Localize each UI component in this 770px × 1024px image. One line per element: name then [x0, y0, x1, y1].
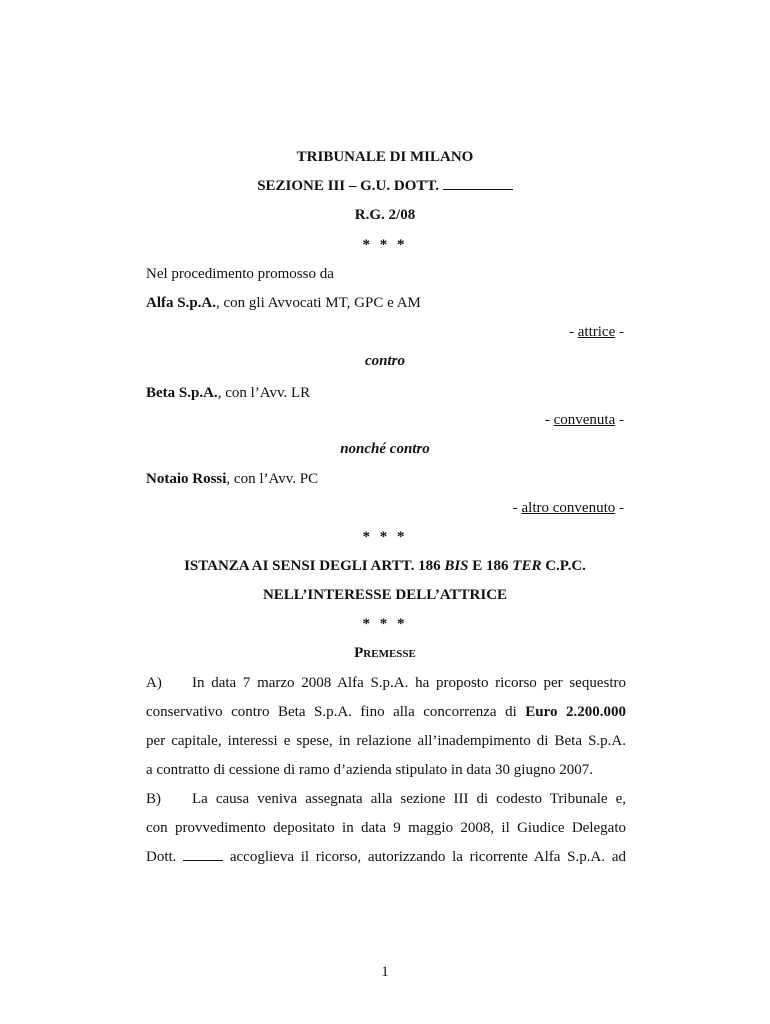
paragraph-text: La causa veniva assegnata alla sezione III di codesto Tribunale e,: [192, 791, 626, 807]
separator-2: * * *: [362, 529, 408, 545]
paragraph-text: accoglieva il ricorso, autorizzando la ricorrente Alfa S.p.A. ad: [223, 849, 626, 865]
paragraph-b-line-3: [146, 848, 626, 866]
plaintiff-role: [569, 323, 624, 341]
separator-1: * * *: [362, 237, 408, 253]
paragraph-b-marker: B): [146, 791, 161, 807]
plaintiff-line: [146, 294, 421, 312]
motion-title-bis: BIS: [444, 558, 469, 574]
paragraph-a-line-3: per capitale, interessi e spese, in relazione all’inadempimento di Beta S.p.A.: [146, 733, 626, 749]
defendant-name: Beta S.p.A.: [146, 385, 218, 401]
also-versus-label: nonché contro: [340, 441, 430, 457]
paragraph-text: In data 7 marzo 2008 Alfa S.p.A. ha proposto ricorso per sequestro: [192, 675, 626, 691]
paragraph-b-line-1: [146, 790, 626, 808]
motion-subtitle: NELL’INTERESSE DELL’ATTRICE: [262, 587, 508, 603]
section-text: SEZIONE III – G.U. DOTT.: [257, 178, 440, 194]
role-dash: -: [512, 500, 522, 516]
court-title: TRIBUNALE DI MILANO: [296, 149, 474, 165]
defendant-counsel: , con l’Avv. LR: [217, 385, 311, 401]
defendant-role: [545, 411, 624, 429]
other-defendant-counsel: , con l’Avv. PC: [226, 471, 319, 487]
amount-euro: Euro 2.200.000: [525, 704, 626, 720]
judge-name-blank: [443, 189, 513, 190]
plaintiff-role-text: attrice: [577, 324, 616, 340]
judge-blank: [183, 860, 223, 861]
paragraph-b-line-2: con provvedimento depositato in data 9 maggio 2008, il Giudice Delegato: [146, 820, 626, 836]
role-dash: -: [615, 412, 624, 428]
paragraph-a-marker: A): [146, 675, 162, 691]
other-defendant-name: Notaio Rossi: [146, 471, 227, 487]
section-line: [0, 177, 770, 195]
role-dash: -: [569, 324, 578, 340]
separator-3: * * *: [362, 616, 408, 632]
role-dash: -: [615, 500, 624, 516]
defendant-role-text: convenuta: [553, 412, 616, 428]
motion-title-part: E 186: [468, 558, 513, 574]
role-dash: -: [544, 412, 554, 428]
motion-title-part: C.P.C.: [541, 558, 586, 574]
page-number: 1: [381, 964, 389, 980]
motion-title-ter: TER: [512, 558, 542, 574]
motion-title-part: ISTANZA AI SENSI DEGLI ARTT. 186: [184, 558, 445, 574]
paragraph-a-line-2: [146, 703, 626, 721]
versus-label: contro: [364, 353, 405, 369]
paragraph-text: conservativo contro Beta S.p.A. fino alla concorrenza di: [146, 704, 526, 720]
proceeding-intro: Nel procedimento promosso da: [146, 266, 334, 282]
motion-title: [0, 557, 770, 575]
rg-number: R.G. 2/08: [354, 207, 416, 223]
premesse-heading: Premesse: [354, 645, 416, 661]
plaintiff-counsel: , con gli Avvocati MT, GPC e AM: [216, 295, 421, 311]
other-defendant-line: [146, 470, 318, 488]
plaintiff-name: Alfa S.p.A.: [146, 295, 217, 311]
other-defendant-role-text: altro convenuto: [521, 500, 616, 516]
role-dash: -: [615, 324, 624, 340]
other-defendant-role: [513, 499, 624, 517]
defendant-line: [146, 384, 310, 402]
paragraph-a-line-1: [146, 674, 626, 692]
paragraph-a-line-4: a contratto di cessione di ramo d’azienda stipulato in data 30 giugno 2007.: [146, 762, 593, 778]
paragraph-text: Dott.: [146, 849, 184, 865]
